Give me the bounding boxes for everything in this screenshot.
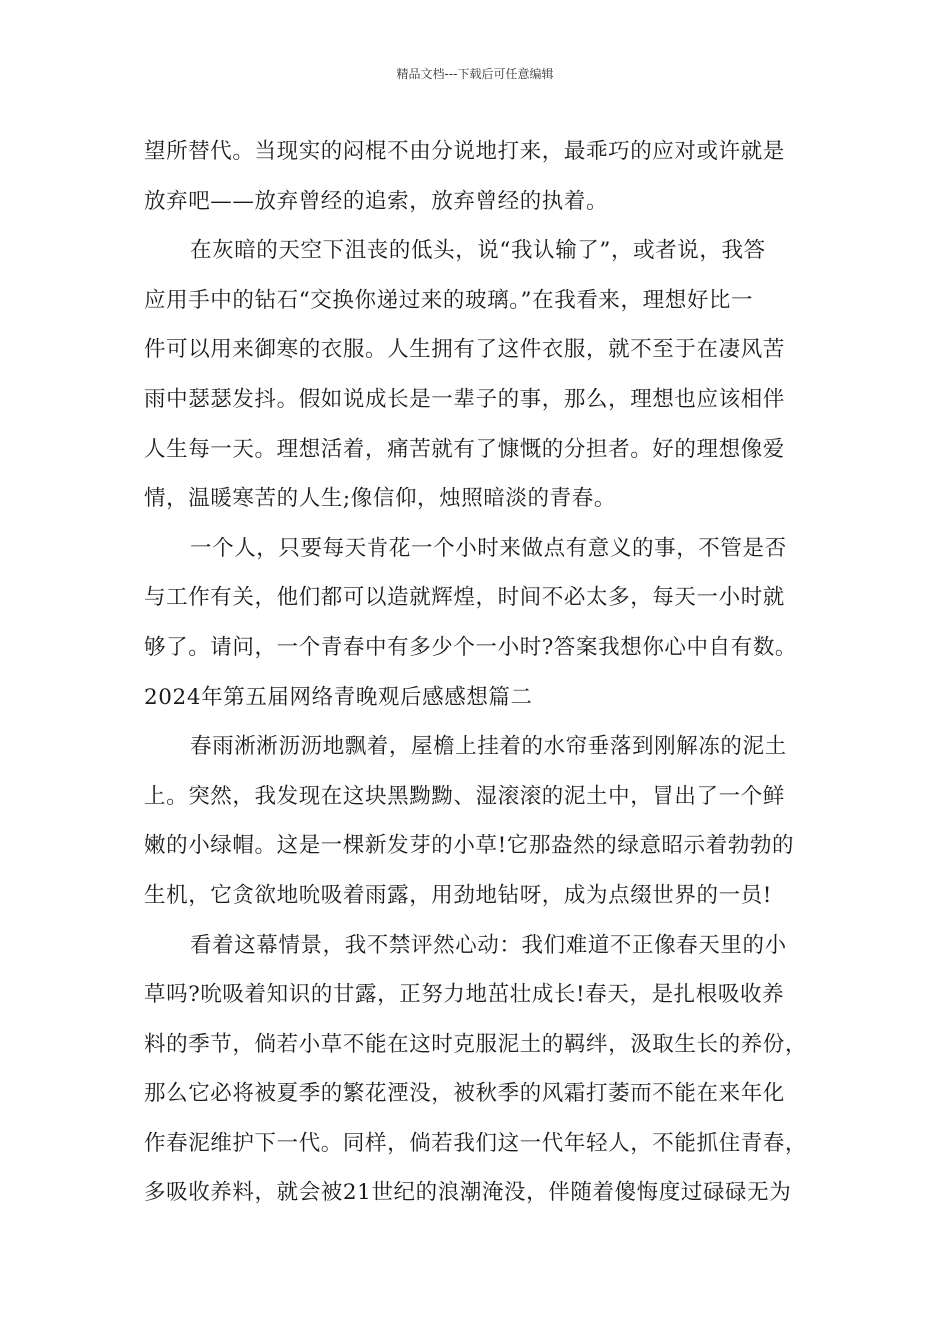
- text-line: 望所替代。当现实的闷棍不由分说地打来，最乖巧的应对或许就是: [144, 139, 785, 164]
- text-line: 那么它必将被夏季的繁花湮没，被秋季的风霜打萎而不能在来年化: [144, 1081, 785, 1107]
- text-line: 在灰暗的天空下沮丧的低头，说“我认输了”，或者说，我答: [190, 238, 766, 264]
- text-line: 人生每一天。理想活着，痛苦就有了慷慨的分担者。好的理想像爱: [144, 436, 785, 462]
- text-line: 放弃吧——放弃曾经的追索，放弃曾经的执着。: [144, 188, 609, 214]
- text-line: 草吗?吮吸着知识的甘露，正努力地茁壮成长!春天，是扎根吸收养: [144, 982, 785, 1008]
- text-line: 与工作有关，他们都可以造就辉煌，时间不必太多，每天一小时就: [144, 585, 785, 611]
- text-line: 作春泥维护下一代。同样，倘若我们这一代年轻人，不能抓住青春，: [144, 1130, 808, 1156]
- text-line: 应用手中的钻石“交换你递过来的玻璃。”在我看来，理想好比一: [144, 287, 754, 313]
- text-line: 春雨淅淅沥沥地飘着，屋檐上挂着的水帘垂落到刚解冻的泥土: [190, 734, 787, 760]
- section-heading: 2024年第五届网络青晚观后感感想篇二: [144, 684, 533, 710]
- page-header: 精品文档---下载后可任意编辑: [396, 67, 554, 81]
- text-line: 一个人，只要每天肯花一个小时来做点有意义的事，不管是否: [190, 535, 787, 561]
- text-line: 上。突然，我发现在这块黑黝黝、湿滚滚的泥土中，冒出了一个鲜: [144, 783, 785, 809]
- text-line: 够了。请问，一个青春中有多少个一小时?答案我想你心中自有数。: [144, 634, 798, 660]
- text-line: 情，温暖寒苦的人生;像信仰，烛照暗淡的青春。: [144, 486, 616, 512]
- text-line: 嫩的小绿帽。这是一棵新发芽的小草!它那盎然的绿意昭示着勃勃的: [144, 833, 795, 859]
- text-line: 料的季节，倘若小草不能在这时克服泥土的羁绊，汲取生长的养份，: [144, 1031, 808, 1057]
- text-line: 件可以用来御寒的衣服。人生拥有了这件衣服，就不至于在凄风苦: [144, 337, 785, 363]
- text-line: 雨中瑟瑟发抖。假如说成长是一辈子的事，那么，理想也应该相伴: [144, 386, 785, 412]
- text-line: 生机，它贪欲地吮吸着雨露，用劲地钻呀，成为点缀世界的一员!: [144, 882, 773, 908]
- document-body: [144, 127, 824, 1218]
- text-line: 看着这幕情景，我不禁评然心动：我们难道不正像春天里的小: [190, 932, 787, 958]
- text-line: 多吸收养料，就会被21世纪的浪潮淹没，伴随着傻悔度过碌碌无为: [144, 1180, 792, 1206]
